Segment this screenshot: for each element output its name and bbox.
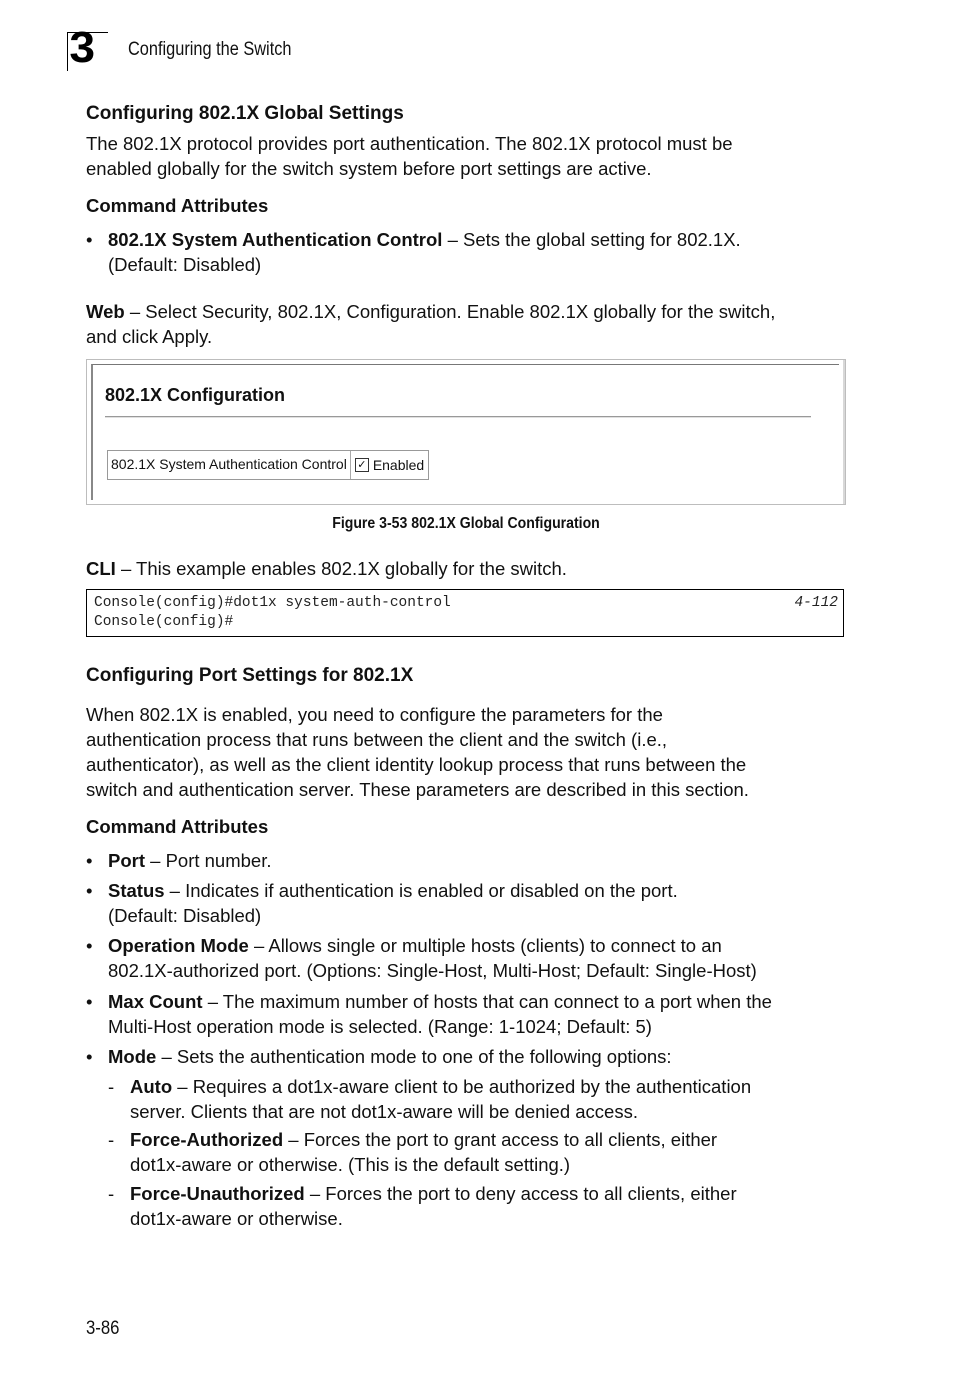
dash-icon: - [108,1183,115,1204]
bullet-icon: • [86,935,93,956]
bullet-icon: • [86,991,93,1012]
web-text: – Select Security, 802.1X, Configuration. Enable 802.1X globally for the switch, [124,301,776,322]
mode-desc: – Requires a dot1x-aware client to be authorized by the authentication [172,1076,752,1097]
attribute-term: 802.1X System Authentication Control [108,229,443,250]
code-line: Console(config)# [94,614,234,630]
bullet-icon: • [86,850,93,871]
enabled-checkbox-label: Enabled [372,457,425,473]
cli-code-block [86,589,844,637]
chapter-title: Configuring the Switch [128,39,292,60]
attribute-item-port [86,848,272,873]
attribute-term: Status [108,880,165,901]
panel-divider [105,416,811,418]
dash-icon: - [108,1129,115,1150]
intro-line: The 802.1X protocol provides port authentication. The 802.1X protocol must be [86,133,733,154]
command-reference: 4-112 [794,595,838,611]
auth-control-row [107,450,429,480]
auth-control-label: 802.1X System Authentication Control [108,451,351,479]
enabled-checkbox[interactable] [355,458,369,472]
mode-option-force-authorized [108,1127,718,1177]
mode-desc: dot1x-aware or otherwise. (This is the default setting.) [130,1154,571,1175]
mode-desc: dot1x-aware or otherwise. [130,1208,343,1229]
web-label: Web [86,301,125,322]
section-heading-global-settings: Configuring 802.1X Global Settings [86,103,404,124]
intro-line: enabled globally for the switch system before port settings are active. [86,158,652,179]
bullet-icon: • [86,1046,93,1067]
command-attributes-heading: Command Attributes [86,816,269,837]
attribute-desc: – Sets the global setting for 802.1X. [442,229,741,250]
cli-text: – This example enables 802.1X globally for the switch. [115,558,567,579]
intro-paragraph [86,131,733,181]
paragraph-line: authentication process that runs between the client and the switch (i.e., [86,729,668,750]
enabled-checkbox-group[interactable] [351,451,428,479]
mode-desc: server. Clients that are not dot1x-aware will be denied access. [130,1101,638,1122]
attribute-desc: – Sets the authentication mode to one of the following options: [156,1046,672,1067]
figure-screenshot-frame [86,359,846,505]
attribute-desc: (Default: Disabled) [108,905,262,926]
attribute-desc: – The maximum number of hosts that can connect to a port when the [202,991,772,1012]
mode-term: Force-Authorized [130,1129,284,1150]
page-number: 3-86 [86,1318,120,1339]
paragraph-line: authenticator), as well as the client identity lookup process that runs between the [86,754,747,775]
command-attributes-heading: Command Attributes [86,195,269,216]
figure-caption: Figure 3-53 802.1X Global Configuration [332,515,600,532]
attribute-desc: Multi-Host operation mode is selected. (Range: 1-1024; Default: 5) [108,1016,652,1037]
attribute-term: Mode [108,1046,157,1067]
attribute-term: Operation Mode [108,935,249,956]
attribute-item-status [86,878,678,928]
port-settings-paragraph [86,702,749,802]
bullet-icon: • [86,880,93,901]
paragraph-line: switch and authentication server. These parameters are described in this section. [86,779,749,800]
attribute-desc: – Port number. [145,850,272,871]
web-instructions [86,299,775,349]
attribute-desc: – Indicates if authentication is enabled or disabled on the port. [164,880,678,901]
mode-option-force-unauthorized [108,1181,737,1231]
code-line: Console(config)#dot1x system-auth-control [94,595,451,611]
attribute-term: Port [108,850,145,871]
attribute-desc: (Default: Disabled) [108,254,262,275]
paragraph-line: When 802.1X is enabled, you need to configure the parameters for the [86,704,663,725]
checkmark-icon: ✓ [357,459,367,471]
attribute-item-operation-mode [86,933,757,983]
attribute-desc: 802.1X-authorized port. (Options: Single-Host, Multi-Host; Default: Single-Host) [108,960,757,981]
attribute-item-mode [86,1044,672,1069]
mode-term: Force-Unauthorized [130,1183,305,1204]
attribute-item [86,227,741,277]
mode-desc: – Forces the port to deny access to all clients, either [304,1183,737,1204]
section-heading-port-settings: Configuring Port Settings for 802.1X [86,665,414,686]
config-panel [91,364,839,500]
mode-term: Auto [130,1076,173,1097]
web-text: and click Apply. [86,326,213,347]
cli-label: CLI [86,558,116,579]
chapter-number: 3 [69,23,96,72]
cli-intro [86,556,567,581]
bullet-icon: • [86,229,93,250]
mode-desc: – Forces the port to grant access to all clients, either [283,1129,718,1150]
panel-title: 802.1X Configuration [105,385,286,405]
dash-icon: - [108,1076,115,1097]
mode-option-auto [108,1074,752,1124]
attribute-desc: – Allows single or multiple hosts (clients) to connect to an [248,935,722,956]
attribute-term: Max Count [108,991,203,1012]
attribute-item-max-count [86,989,772,1039]
